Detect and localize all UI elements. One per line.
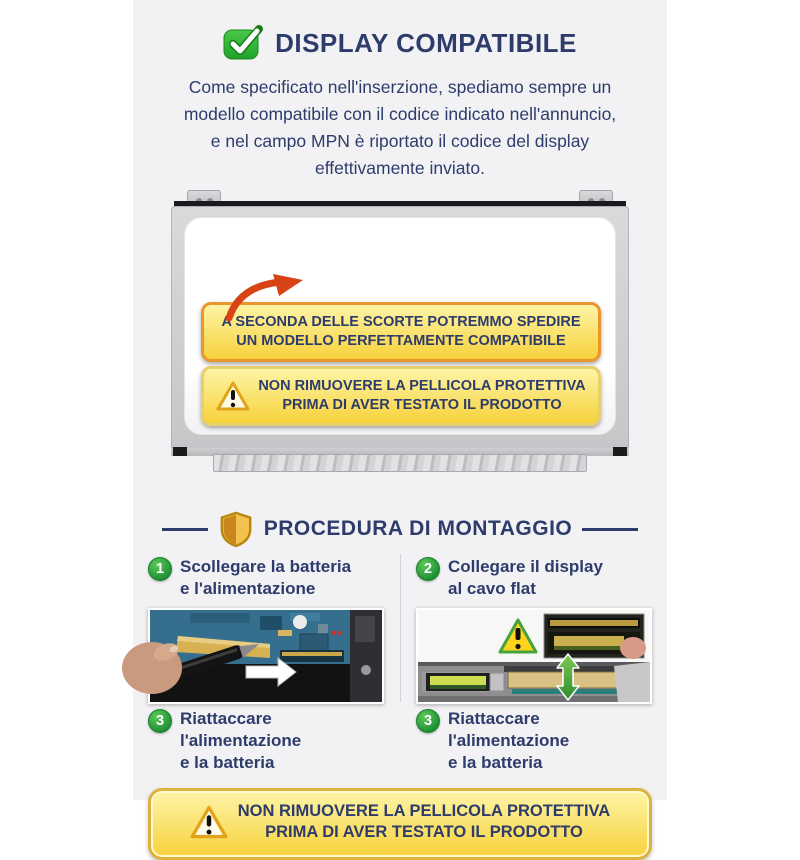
check-icon xyxy=(223,25,263,61)
shield-icon xyxy=(218,511,254,547)
intro-line: effettivamente inviato. xyxy=(315,158,485,178)
banner-line: A SECONDA DELLE SCORTE POTREMMO SPEDIRE xyxy=(221,314,581,330)
step-row xyxy=(148,708,384,774)
film-warning-banner xyxy=(201,366,601,426)
step-number-badge: 2 xyxy=(416,557,440,581)
step-label: e la batteria xyxy=(180,753,275,772)
step-label: e l'alimentazione xyxy=(180,579,316,598)
step-label: Collegare il display xyxy=(448,557,603,576)
step-label: e la batteria xyxy=(448,753,543,772)
banner-line: PRIMA DI AVER TESTATO IL PRODOTTO xyxy=(282,397,562,413)
banner-line: NON RIMUOVERE LA PELLICOLA PROTETTIVA xyxy=(237,802,611,820)
procedure-title: PROCEDURA DI MONTAGGIO xyxy=(263,517,573,540)
step1-photo xyxy=(148,608,384,704)
page-title: DISPLAY COMPATIBILE xyxy=(275,27,577,58)
procedure-column-right xyxy=(416,552,652,780)
panel-end-tab-left xyxy=(173,447,187,456)
intro-line: Come specificato nell'inserzione, spediamo sempre un xyxy=(188,77,612,97)
intro-line: e nel campo MPN è riportato il codice del display xyxy=(210,131,590,151)
step-row xyxy=(416,556,652,602)
step-row xyxy=(148,556,384,602)
step-row xyxy=(416,708,652,774)
step-label: al cavo flat xyxy=(448,579,536,598)
procedure-column-left xyxy=(148,552,384,780)
header-rule-left xyxy=(162,528,208,531)
step-label: Riattaccare l'alimentazione xyxy=(180,709,302,750)
procedure-columns xyxy=(133,552,667,780)
lcd-panel-illustration xyxy=(171,190,629,472)
banner-line: NON RIMUOVERE LA PELLICOLA PROTETTIVA xyxy=(258,378,586,394)
intro-text xyxy=(133,74,667,182)
column-divider xyxy=(400,554,401,702)
step-label: Scollegare la batteria xyxy=(180,557,352,576)
step-number-badge: 3 xyxy=(148,709,172,733)
warning-triangle-icon xyxy=(216,381,250,411)
step2-photo xyxy=(416,608,652,704)
panel-end-tab-right xyxy=(613,447,627,456)
banner-line: PRIMA DI AVER TESTATO IL PRODOTTO xyxy=(265,823,583,841)
content-column xyxy=(133,0,667,841)
warning-triangle-icon xyxy=(190,805,228,839)
step-number-badge: 3 xyxy=(416,709,440,733)
step-label: Riattaccare l'alimentazione xyxy=(448,709,570,750)
step-number-badge: 1 xyxy=(148,557,172,581)
intro-line: modello compatibile con il codice indicato nell'annuncio, xyxy=(183,104,617,124)
page-header xyxy=(133,24,667,62)
banner-line: UN MODELLO PERFETTAMENTE COMPATIBILE xyxy=(236,333,566,349)
header-rule-right xyxy=(582,528,638,531)
procedure-header xyxy=(133,512,667,546)
footer-warning-banner xyxy=(148,788,652,860)
red-arrow-icon xyxy=(221,272,309,320)
panel-foil-strip xyxy=(213,454,587,472)
